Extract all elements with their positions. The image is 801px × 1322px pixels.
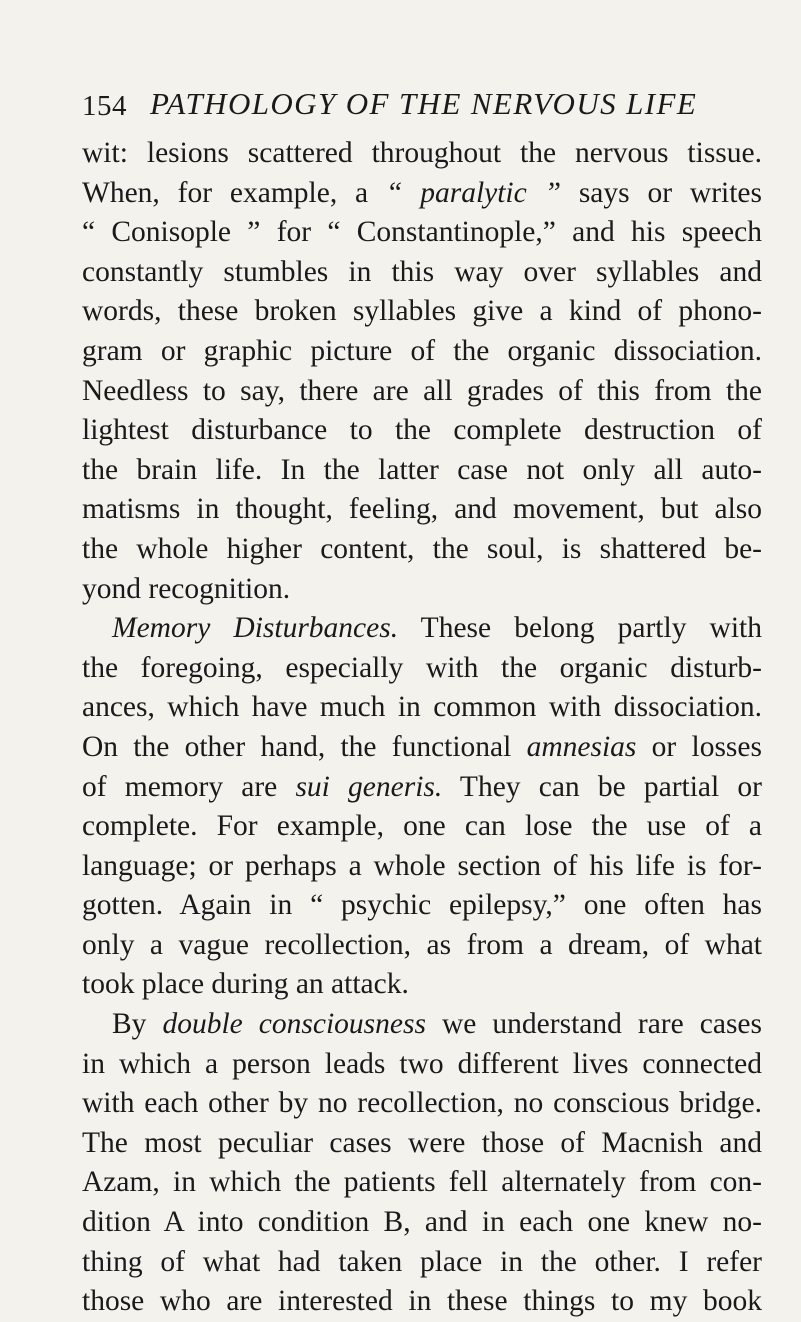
text-segment: When, for example, a xyxy=(82,176,386,209)
body-text xyxy=(82,134,762,1322)
text-segment: complete. For example, one can lose the use of a xyxy=(82,810,762,843)
text-segment: By xyxy=(112,1008,163,1041)
text-line xyxy=(82,372,762,412)
italic-text: amnesias xyxy=(526,730,637,763)
text-segment: lightest disturbance to the complete destruction of xyxy=(82,414,762,447)
text-segment: thing of what had taken place in the other. I refer xyxy=(82,1245,762,1278)
page-number: 154 xyxy=(82,90,127,122)
text-segment: we understand rare cases xyxy=(425,1008,762,1041)
text-segment: gram or graphic picture of the organic dissociation. xyxy=(82,334,762,367)
text-segment: “ Conisople ” for “ Constantinople,” and his speech xyxy=(82,216,762,249)
text-segment: words, these broken syllables give a kind of phono- xyxy=(82,295,762,328)
text-segment: the brain life. In the latter case not only all auto- xyxy=(82,453,762,486)
text-line xyxy=(82,1005,762,1045)
text-line xyxy=(82,649,762,689)
text-line xyxy=(82,926,762,966)
text-segment: says or writes xyxy=(560,176,762,209)
text-segment: of memory are xyxy=(82,770,296,803)
text-segment: matisms in thought, feeling, and movement, but also xyxy=(82,493,762,526)
text-segment: gotten. Again in “ psychic epilepsy,” one often has xyxy=(82,889,762,922)
text-line xyxy=(82,728,762,768)
text-line xyxy=(82,609,762,649)
text-line xyxy=(82,1163,762,1203)
text-line xyxy=(82,570,762,610)
text-segment: These belong partly with xyxy=(398,612,762,645)
text-segment: Needless to say, there are all grades of this from the xyxy=(82,374,762,407)
italic-text: “ paralytic ” xyxy=(385,176,561,209)
text-segment: They can be partial or xyxy=(442,770,762,803)
text-line xyxy=(82,490,762,530)
text-line xyxy=(82,768,762,808)
text-line xyxy=(82,1282,762,1322)
text-line xyxy=(82,451,762,491)
text-segment: dition A into condition B, and in each one knew no- xyxy=(82,1206,762,1239)
text-line xyxy=(82,213,762,253)
text-segment: the whole higher content, the soul, is shattered be- xyxy=(82,532,762,565)
text-segment: constantly stumbles in this way over syllables and xyxy=(82,255,762,288)
italic-text: sui generis. xyxy=(295,770,443,803)
text-segment: took place during an attack. xyxy=(82,968,409,1001)
text-segment: only a vague recollection, as from a dream, of what xyxy=(82,928,762,961)
text-line xyxy=(82,965,762,1005)
text-segment: with each other by no recollection, no conscious bridge. xyxy=(82,1087,762,1120)
text-segment: the foregoing, especially with the organic disturb- xyxy=(82,651,762,684)
text-segment: ances, which have much in common with dissociation. xyxy=(82,691,762,724)
text-segment: On the other hand, the functional xyxy=(82,730,527,763)
text-segment: or losses xyxy=(636,730,762,763)
text-segment: Azam, in which the patients fell alternately from con- xyxy=(82,1166,762,1199)
italic-text: Memory Disturbances. xyxy=(112,612,399,645)
text-line xyxy=(82,530,762,570)
text-line xyxy=(82,1084,762,1124)
text-segment: in which a person leads two different lives connected xyxy=(82,1047,762,1080)
text-line xyxy=(82,174,762,214)
running-head: PATHOLOGY OF THE NERVOUS LIFE xyxy=(150,86,698,121)
text-line xyxy=(82,1243,762,1283)
text-line xyxy=(82,1045,762,1085)
text-line xyxy=(82,1203,762,1243)
text-line xyxy=(82,253,762,293)
text-line xyxy=(82,332,762,372)
text-line xyxy=(82,292,762,332)
italic-text: double consciousness xyxy=(162,1008,426,1041)
text-line xyxy=(82,411,762,451)
text-segment: language; or perhaps a whole section of his life is for- xyxy=(82,849,762,882)
text-line xyxy=(82,847,762,887)
text-line xyxy=(82,1124,762,1164)
text-segment: wit: lesions scattered throughout the nervous tissue. xyxy=(82,137,762,169)
text-line xyxy=(82,688,762,728)
text-line xyxy=(82,134,762,174)
text-line xyxy=(82,886,762,926)
text-line xyxy=(82,807,762,847)
text-segment: those who are interested in these things to my book xyxy=(82,1285,762,1318)
text-segment: yond recognition. xyxy=(82,572,291,605)
page-header xyxy=(82,86,762,126)
text-segment: The most peculiar cases were those of Macnish and xyxy=(82,1126,762,1159)
